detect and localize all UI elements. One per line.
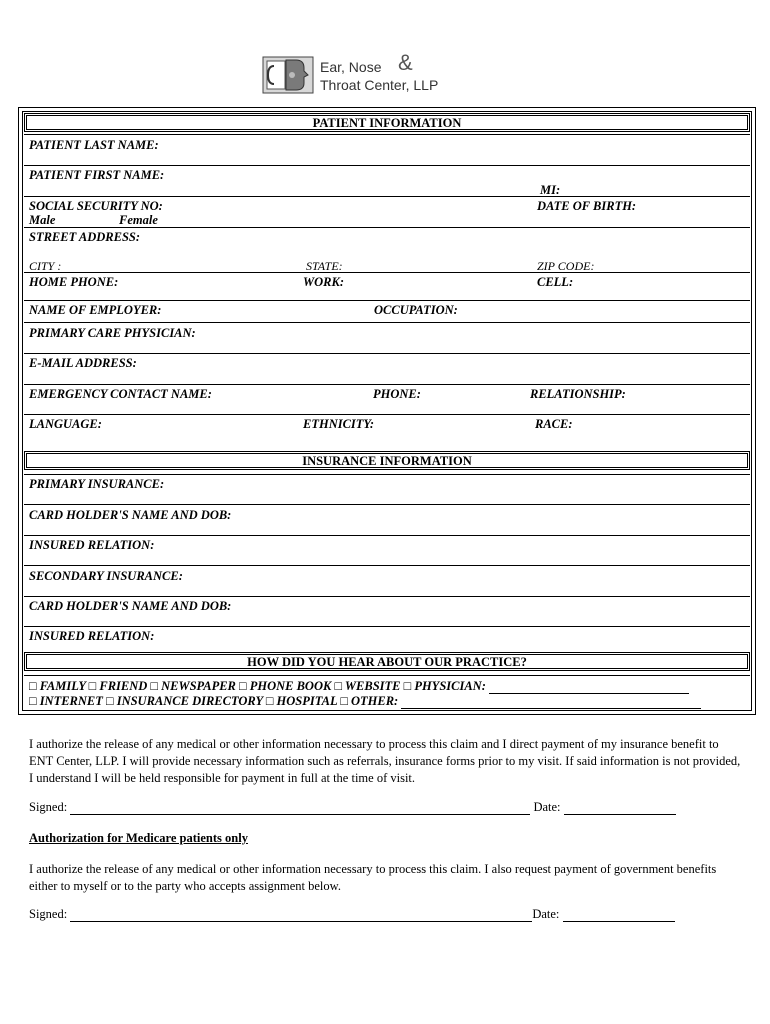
checkbox-phone-book[interactable]: □ bbox=[239, 679, 247, 693]
logo bbox=[262, 50, 477, 96]
physician-name-field[interactable] bbox=[489, 681, 689, 694]
referral-row-2 bbox=[29, 694, 701, 709]
divider bbox=[24, 596, 750, 597]
checkbox-newspaper[interactable]: □ bbox=[150, 679, 158, 693]
occupation-label: OCCUPATION: bbox=[374, 303, 458, 317]
medicare-heading: Authorization for Medicare patients only bbox=[29, 831, 248, 845]
date-label-2: Date: bbox=[532, 907, 560, 921]
checkbox-family[interactable]: □ bbox=[29, 679, 37, 693]
checkbox-other[interactable]: □ bbox=[340, 694, 348, 708]
signature-row-2 bbox=[29, 907, 675, 922]
option-other: OTHER: bbox=[351, 694, 399, 708]
patient-info-title: PATIENT INFORMATION bbox=[312, 116, 462, 130]
divider bbox=[24, 322, 750, 323]
option-insurance-directory: INSURANCE DIRECTORY bbox=[116, 694, 263, 708]
primary-care-physician-label: PRIMARY CARE PHYSICIAN: bbox=[29, 326, 196, 340]
work-phone-label: WORK: bbox=[303, 275, 344, 289]
female-option[interactable]: Female bbox=[119, 213, 158, 227]
authorization-paragraph-2: I authorize the release of any medical or other information necessary to process this claim. I also request payment of government benefits either to myself or to the party who accepts assignment below. bbox=[29, 862, 717, 893]
date-field-2[interactable] bbox=[563, 909, 675, 922]
ssn-label: SOCIAL SECURITY NO: bbox=[29, 199, 163, 213]
dob-label: DATE OF BIRTH: bbox=[537, 199, 637, 213]
divider bbox=[24, 227, 750, 228]
checkbox-hospital[interactable]: □ bbox=[265, 694, 274, 708]
referral-title: HOW DID YOU HEAR ABOUT OUR PRACTICE? bbox=[247, 655, 527, 669]
divider bbox=[24, 300, 750, 301]
divider bbox=[24, 134, 750, 135]
emergency-contact-label: EMERGENCY CONTACT NAME: bbox=[29, 387, 212, 401]
signed-label-2: Signed: bbox=[29, 907, 68, 921]
male-option[interactable]: Male bbox=[29, 213, 56, 227]
signature-row-1 bbox=[29, 800, 676, 815]
cell-phone-label: CELL: bbox=[537, 275, 574, 289]
insured-relation-1-label: INSURED RELATION: bbox=[29, 538, 155, 552]
logo-ampersand: & bbox=[398, 50, 413, 75]
option-family: FAMILY bbox=[39, 679, 86, 693]
option-friend: FRIEND bbox=[99, 679, 148, 693]
insurance-info-title: INSURANCE INFORMATION bbox=[302, 454, 472, 468]
city-label: CITY : bbox=[29, 259, 62, 273]
relationship-label: RELATIONSHIP: bbox=[530, 387, 626, 401]
referral-row-1 bbox=[29, 679, 689, 694]
divider bbox=[24, 675, 750, 676]
state-label: STATE: bbox=[306, 259, 343, 273]
zip-code-label: ZIP CODE: bbox=[537, 259, 595, 273]
language-label: LANGUAGE: bbox=[29, 417, 102, 431]
patient-first-name-label: PATIENT FIRST NAME: bbox=[29, 168, 165, 182]
checkbox-friend[interactable]: □ bbox=[88, 679, 97, 693]
patient-last-name-label: PATIENT LAST NAME: bbox=[29, 138, 159, 152]
email-label: E-MAIL ADDRESS: bbox=[29, 356, 137, 370]
race-label: RACE: bbox=[535, 417, 573, 431]
logo-line-2: Throat Center, LLP bbox=[320, 77, 439, 93]
divider bbox=[24, 165, 750, 166]
divider bbox=[24, 353, 750, 354]
ethnicity-label: ETHNICITY: bbox=[303, 417, 375, 431]
card-holder-1-label: CARD HOLDER'S NAME AND DOB: bbox=[29, 508, 232, 522]
home-phone-label: HOME PHONE: bbox=[29, 275, 119, 289]
card-holder-2-label: CARD HOLDER'S NAME AND DOB: bbox=[29, 599, 232, 613]
referral-header bbox=[24, 652, 750, 671]
emergency-phone-label: PHONE: bbox=[373, 387, 421, 401]
option-hospital: HOSPITAL bbox=[276, 694, 338, 708]
patient-info-header bbox=[24, 113, 750, 132]
divider bbox=[24, 474, 750, 475]
street-address-label: STREET ADDRESS: bbox=[29, 230, 141, 244]
insured-relation-2-label: INSURED RELATION: bbox=[29, 629, 155, 643]
logo-line-1: Ear, Nose bbox=[320, 59, 382, 75]
divider bbox=[24, 504, 750, 505]
date-label: Date: bbox=[533, 800, 561, 814]
authorization-paragraph-1: I authorize the release of any medical or other information necessary to process this claim and I direct payment of my insurance benefit to ENT Center, LLP. I will provide necessary information such as referrals, insurance forms prior to my visit. If said information is not provided, I understand I will be held responsible for payment in full at the time of visit. bbox=[29, 737, 741, 785]
divider bbox=[24, 384, 750, 385]
option-website: WEBSITE bbox=[344, 679, 401, 693]
secondary-insurance-label: SECONDARY INSURANCE: bbox=[29, 569, 183, 583]
checkbox-physician[interactable]: □ bbox=[403, 679, 412, 693]
divider bbox=[24, 196, 750, 197]
other-field[interactable] bbox=[401, 696, 701, 709]
divider bbox=[24, 272, 750, 273]
signed-label: Signed: bbox=[29, 800, 68, 814]
option-physician: PHYSICIAN: bbox=[414, 679, 486, 693]
signature-field-2[interactable] bbox=[70, 909, 532, 922]
option-newspaper: NEWSPAPER bbox=[161, 679, 236, 693]
mi-label: MI: bbox=[540, 183, 561, 197]
checkbox-internet[interactable]: □ bbox=[29, 694, 37, 708]
divider bbox=[24, 535, 750, 536]
option-internet: INTERNET bbox=[39, 694, 103, 708]
divider bbox=[24, 626, 750, 627]
date-field[interactable] bbox=[564, 802, 676, 815]
insurance-info-header bbox=[24, 451, 750, 470]
checkbox-website[interactable]: □ bbox=[334, 679, 343, 693]
employer-label: NAME OF EMPLOYER: bbox=[29, 303, 162, 317]
signature-field[interactable] bbox=[70, 802, 530, 815]
ent-logo-icon bbox=[262, 56, 314, 94]
primary-insurance-label: PRIMARY INSURANCE: bbox=[29, 477, 165, 491]
checkbox-insurance-directory[interactable]: □ bbox=[106, 694, 114, 708]
divider bbox=[24, 414, 750, 415]
option-phone-book: PHONE BOOK bbox=[249, 679, 332, 693]
divider bbox=[24, 565, 750, 566]
